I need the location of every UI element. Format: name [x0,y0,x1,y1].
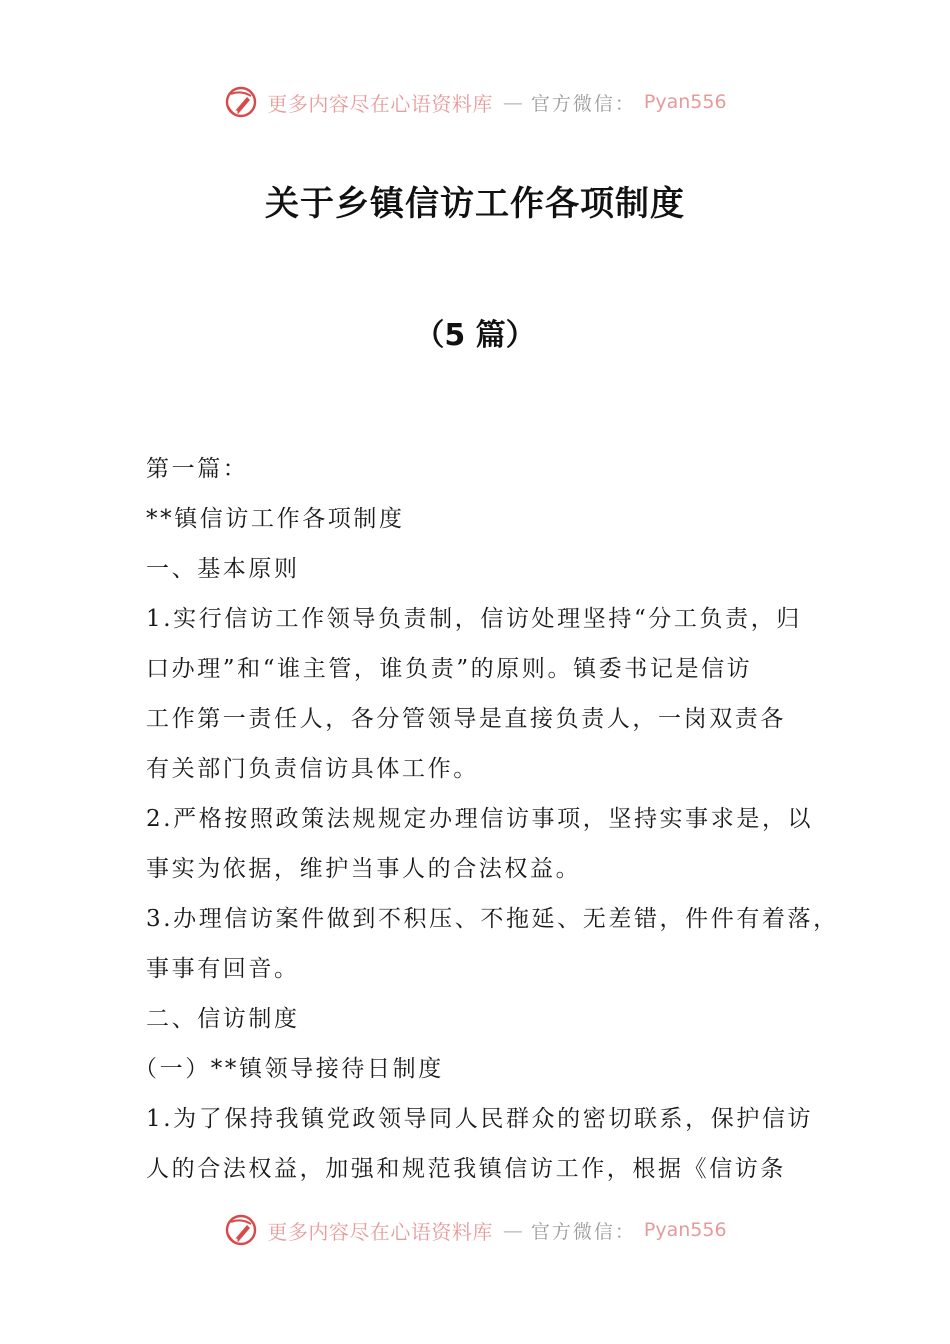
banner-text: 更多内容尽在心语资料库 [267,91,493,116]
header-banner [0,80,950,124]
body-line: 事实为依据，维护当事人的合法权益。 [146,856,582,882]
body-line: 工作第一责任人，各分管领导是直接负责人，一岗双责各 [146,706,786,732]
body-line: 2.严格按照政策法规规定办理信访事项，坚持实事求是，以 [146,806,814,832]
body-line: 第一篇： [146,456,249,482]
document-subtitle: （5 篇） [414,318,536,353]
banner-text: 更多内容尽在心语资料库 [267,1219,493,1244]
body-line: 人的合法权益，加强和规范我镇信访工作，根据《信访条 [146,1156,786,1182]
body-line: 有关部门负责信访具体工作。 [146,756,479,782]
pen-nib-circle-icon [223,1212,259,1248]
body-line: 事事有回音。 [146,956,300,982]
banner-dash: — [502,1218,521,1242]
body-line: 1.为了保持我镇党政领导同人民群众的密切联系，保护信访 [146,1106,814,1132]
body-line: 3.办理信访案件做到不积压、不拖延、无差错，件件有着落， [146,906,839,932]
body-line: 口办理”和“谁主管，谁负责”的原则。镇委书记是信访 [146,656,753,682]
document-title: 关于乡镇信访工作各项制度 [265,184,685,224]
banner-wechat-label: 官方微信： [530,92,636,115]
body-line: 1.实行信访工作领导负责制，信访处理坚持“分工负责，归 [146,606,802,632]
footer-banner [0,1208,950,1252]
section-heading: 二、信访制度 [146,1006,300,1032]
banner-wechat-id: Pyan556 [643,91,727,113]
body-line: **镇信访工作各项制度 [146,506,405,532]
subsection-heading: （一）**镇领导接待日制度 [134,1056,444,1082]
banner-wechat-label: 官方微信： [530,1220,636,1243]
banner-wechat-id: Pyan556 [643,1219,727,1241]
document-body [134,444,839,1194]
pen-nib-circle-icon [223,84,259,120]
banner-dash: — [502,90,521,114]
section-heading: 一、基本原则 [146,556,300,582]
